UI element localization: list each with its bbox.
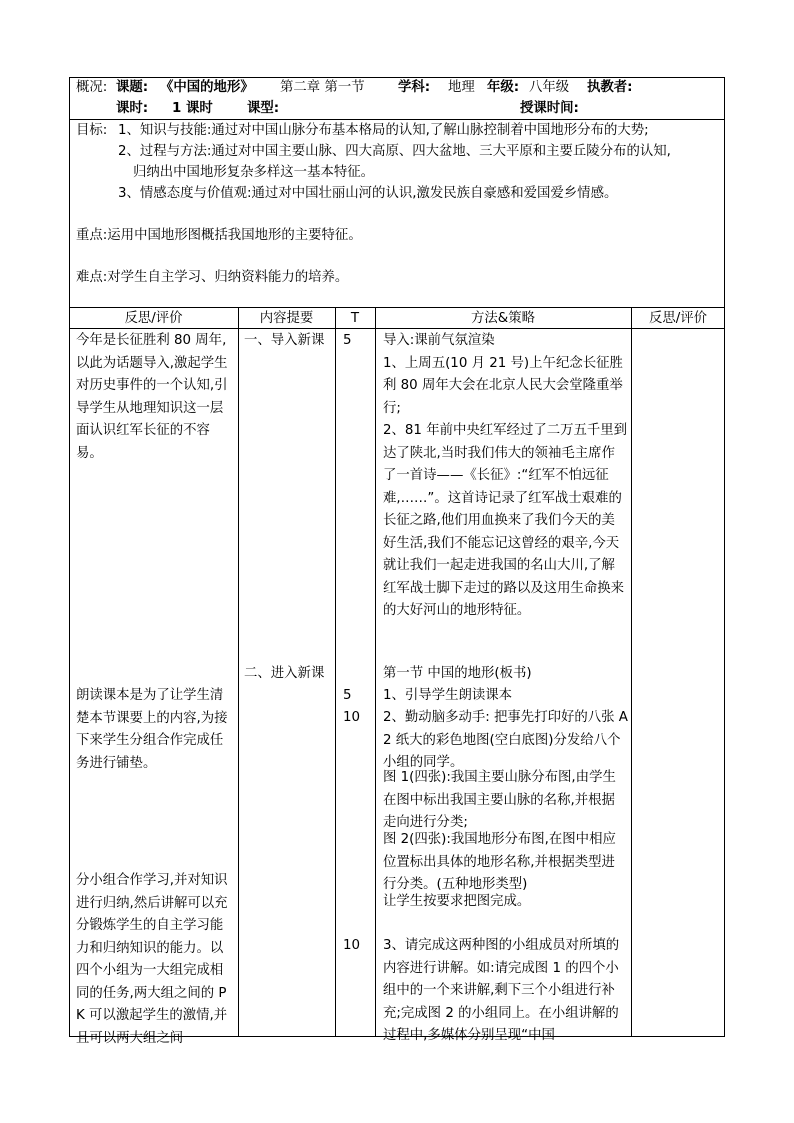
table-column-line: [238, 307, 239, 1037]
method-board-title: 第一节 中国的地形(板书): [383, 666, 532, 681]
table-column-line: [631, 307, 632, 1037]
table-divider: [69, 328, 725, 329]
method-intro-item: 2、81 年前中央红军经过了二万五千里到达了陕北,当时我们伟大的领袖毛主席作了一首诗——《长征》:“红军不怕远征难,……”。这首诗记录了红军战士艰难的长征之路,他们用血换来了我们今天的美好生活,我们不能忘记这曾经的艰辛,今天就让我们一起走进我国的名山大川,了解红军战士脚下走过的路以及这用生命换来的大好河山的地形特征。: [383, 423, 628, 618]
content-intro: 一、导入新课: [244, 333, 325, 348]
time-handson: 10: [343, 710, 361, 725]
reflection-intro: 今年是长征胜利 80 周年,以此为话题导入,激起学生对历史事件的一个认知,引导学生从地理知识这一层面认识红军长征的不容易。: [76, 333, 228, 461]
method-intro-item: 1、上周五(10 月 21 号)上午纪念长征胜利 80 周年大会在北京人民大会堂隆重举行;: [383, 355, 623, 416]
table-divider: [69, 307, 725, 308]
method-reading: 1、引导学生朗读课本: [383, 688, 513, 703]
grade-value: 八年级: [529, 80, 570, 95]
subject-label: 学科:: [398, 80, 431, 95]
reflection-reading: 朗读课本是为了让学生清楚本节课要上的内容,为接下来学生分组合作完成任务进行铺垫。: [76, 688, 228, 771]
col-header-content: 内容提要: [259, 311, 314, 326]
col-header-reflection-left: 反思/评价: [124, 311, 183, 326]
hours-label: 课时:: [116, 101, 149, 116]
goal-item: 1、知识与技能:通过对中国山脉分布基本格局的认知,了解山脉控制着中国地形分布的大势;: [118, 123, 649, 138]
method-figure-1: 图 1(四张):我国主要山脉分布图,由学生在图中标出我国主要山脉的名称,并根据走向进行分类;: [383, 770, 616, 830]
subject-value: 地理: [448, 80, 475, 95]
grade-label: 年级:: [487, 80, 520, 95]
col-header-reflection-right: 反思/评价: [648, 311, 708, 326]
topic-label: 课题:: [116, 80, 149, 95]
topic-value: 《中国的地形》: [160, 80, 254, 95]
goals-label: 目标:: [76, 123, 108, 138]
time-label: 授课时间:: [520, 101, 579, 116]
content-new-lesson: 二、进入新课: [244, 666, 325, 681]
reflection-group-work: 分小组合作学习,并对知识进行归纳,然后讲解可以充分锻炼学生的自主学习能力和归纳知识的能力。以四个小组为一大组完成相同的任务,两大组之间的 PK 可以激起学生的激情,并且可以两大组之间: [76, 873, 228, 1046]
time-explain: 10: [343, 938, 361, 953]
type-label: 课型:: [247, 101, 280, 116]
teacher-label: 执教者:: [587, 80, 633, 95]
col-header-time: T: [350, 311, 360, 326]
method-figure-2: 图 2(四张):我国地形分布图,在图中相应位置标出具体的地形名称,并根据类型进行分类。(五种地形类型): [383, 832, 616, 892]
col-header-method: 方法&策略: [470, 311, 535, 326]
overview-label: 概况:: [76, 80, 108, 95]
method-handson: 2、勤动脑多动手: 把事先打印好的八张 A2 纸大的彩色地图(空白底图)分发给八个小组的同学。: [383, 710, 628, 770]
table-column-line: [335, 307, 336, 1037]
difficulty: 难点:对学生自主学习、归纳资料能力的培养。: [76, 270, 349, 285]
goal-item: 3、情感态度与价值观:通过对中国壮丽山河的认识,激发民族自豪感和爱国爱乡情感。: [118, 186, 618, 201]
method-intro-title: 导入:课前气氛渲染: [383, 333, 495, 348]
key-point: 重点:运用中国地形图概括我国地形的主要特征。: [76, 228, 362, 243]
time-intro: 5: [343, 333, 352, 348]
table-column-line: [375, 307, 376, 1037]
goal-item: 2、过程与方法:通过对中国主要山脉、四大高原、四大盆地、三大平原和主要丘陵分布的认知,: [118, 144, 671, 159]
goal-item: 归纳出中国地形复杂多样这一基本特征。: [133, 165, 375, 180]
table-divider: [69, 119, 725, 120]
method-finish: 让学生按要求把图完成。: [383, 894, 531, 909]
method-explain: 3、请完成这两种图的小组成员对所填的内容进行讲解。如:请完成图 1 的四个小组中的一个来讲解,剩下三个小组进行补充;完成图 2 的小组同上。在小组讲解的过程中,多媒体分别呈现“中国: [383, 938, 620, 1043]
hours-value: 1 课时: [172, 101, 213, 116]
chapter-text: 第二章 第一节: [280, 80, 365, 95]
time-reading: 5: [343, 688, 352, 703]
